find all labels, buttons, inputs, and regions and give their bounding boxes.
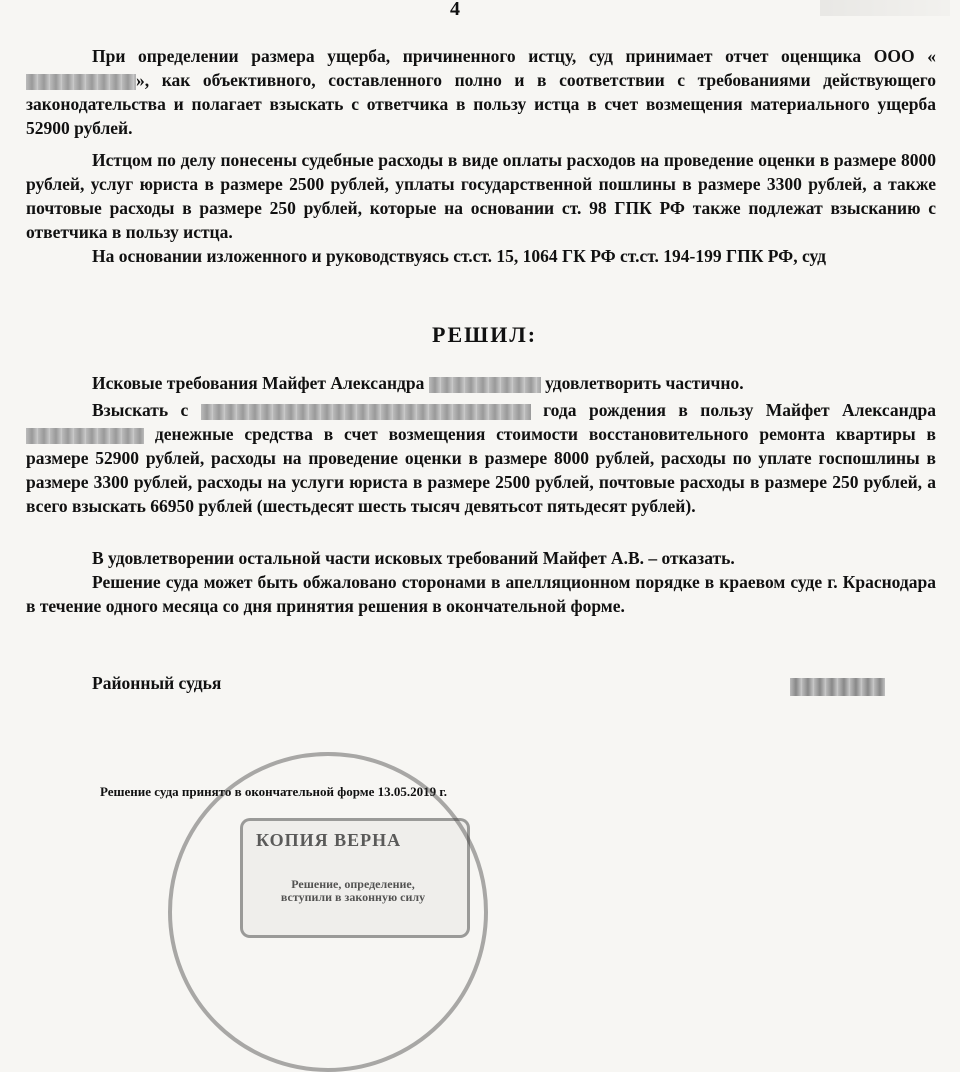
paragraph-expenses: Истцом по делу понесены судебные расходы в виде оплаты расходов на проведение оценки в размере 8000 рублей, услуг юриста в размере 2500 рублей, уплаты государственной пошлины в размере 3300 рублей, а также почтовые расходы в размере 250 рублей, которые на основании ст. 98 ГПК РФ также подлежат взысканию с ответчика в пользу истца.	[26, 150, 936, 242]
final-form-note: Решение суда принято в окончательной форме 13.05.2019 г.	[100, 784, 448, 799]
page-number: 4	[450, 0, 460, 20]
bleed-through-ghost	[820, 0, 950, 16]
stamp-text: Решение, определение, вступили в законную силу	[280, 877, 426, 904]
redacted-company	[26, 74, 136, 90]
paragraph-valuation: При определении размера ущерба, причиненного истцу, суд принимает отчет оценщика ООО «», как объективного, составленного полно и в соответствии с требованиями действующего законодательства и полагает взыскать с ответчика в пользу истца в счет возмещения материального ущерба 52900 рублей.	[26, 46, 936, 138]
paragraph-recovery: Взыскать с года рождения в пользу Майфет Александра денежные средства в счет возмещения стоимости восстановительного ремонта квартиры в размере 52900 рублей, расходы на проведение оценки в размере 8000 рублей, расходы по уплате госпошлины в размере 3300 рублей, расходы на услуги юриста в размере 2500 рублей, почтовые расходы в размере 250 рублей, а всего взыскать 66950 рублей (шестьдесят шесть тысяч девятьсот пятьдесят рублей).	[26, 400, 937, 516]
paragraph-basis: На основании изложенного и руководствуясь ст.ст. 15, 1064 ГК РФ ст.ст. 194-199 ГПК РФ, суд	[92, 246, 826, 266]
paragraph-rejection: В удовлетворении остальной части исковых требований Майфет А.В. – отказать.	[92, 548, 735, 568]
paragraph-claims: Исковые требования Майфет Александра удовлетворить частично.	[92, 373, 744, 393]
redacted-patronymic-2	[26, 428, 144, 444]
redacted-patronymic	[429, 377, 541, 393]
decision-heading: РЕШИЛ:	[432, 322, 538, 347]
redacted-defendant	[201, 404, 531, 420]
redacted-judge-name	[790, 678, 885, 696]
stamp-header: КОПИЯ ВЕРНА	[256, 830, 402, 850]
judge-label: Районный судья	[92, 673, 222, 693]
paragraph-appeal: Решение суда может быть обжаловано сторонами в апелляционном порядке в краевом суде г. Краснодара в течение одного месяца со дня принятия решения в окончательной форме.	[26, 572, 936, 616]
